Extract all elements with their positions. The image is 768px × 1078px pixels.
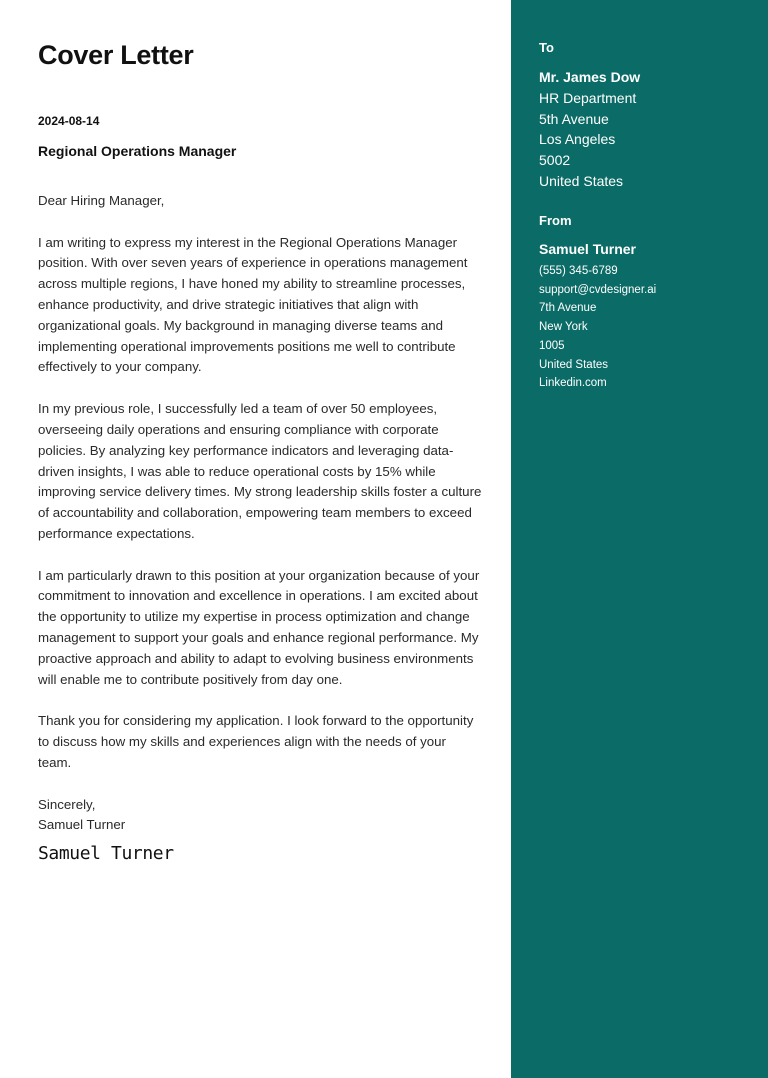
recipient-heading: To <box>539 40 554 55</box>
sender-phone: (555) 345-6789 <box>539 265 618 277</box>
recipient-street: 5th Avenue <box>539 110 609 127</box>
letter-closing <box>38 795 482 837</box>
closing-phrase: Sincerely, <box>38 796 96 812</box>
sender-heading: From <box>539 213 572 228</box>
letter-paragraph-4: Thank you for considering my application. I look forward to the opportunity to discuss how my skills and experiences align with the needs of your team. <box>38 713 474 770</box>
closing-name: Samuel Turner <box>38 817 126 833</box>
recipient-country: United States <box>539 172 624 189</box>
sender-city: New York <box>539 321 588 334</box>
recipient-details <box>539 67 640 192</box>
letter-paragraph-2: In my previous role, I successfully led a team of over 50 employees, overseeing daily operations and ensuring compliance with corporate policies. By analyzing key performance indicators and leveraging data-driven insights, I was able to reduce operational costs by 15% while improving service delivery times. My strong leadership skills foster a culture of accountability and collaboration, empowering team members to exceed performance expectations. <box>38 401 482 541</box>
sender-email: support@cvdesigner.ai <box>539 283 657 296</box>
letter-date: 2024-08-14 <box>38 114 100 128</box>
sender-zip: 1005 <box>539 339 565 352</box>
letter-paragraph-3: I am particularly drawn to this position at your organization because of your commitment to innovation and excellence in operations. I am excited about the opportunity to utilize my expertise in process optimization and change management to support your goals and enhance regional performance. My proactive approach and ability to adapt to evolving business environments will enable me to contribute positively from day one. <box>38 567 480 687</box>
letter-body <box>38 191 482 865</box>
sender-name: Samuel Turner <box>539 241 636 257</box>
handwritten-signature: Samuel Turner <box>38 843 174 865</box>
letter-paragraph-1: I am writing to express my interest in the Regional Operations Manager position. With over seven years of experience in operations management across multiple regions, I have honed my ability to streamline processes, enhance productivity, and drive strategic initiatives that align with organizational goals. My background in managing diverse teams and implementing operational improvements positions me well to contribute effectively to your company. <box>38 234 468 375</box>
sender-country: United States <box>539 358 609 371</box>
sender-website: Linkedin.com <box>539 377 607 390</box>
recipient-city: Los Angeles <box>539 131 616 148</box>
page-title: Cover Letter <box>38 40 194 70</box>
sender-street: 7th Avenue <box>539 302 597 315</box>
recipient-name: Mr. James Dow <box>539 69 641 85</box>
sender-details <box>539 262 656 393</box>
recipient-department: HR Department <box>539 89 637 106</box>
contact-sidebar <box>511 0 768 1078</box>
job-position-title: Regional Operations Manager <box>38 143 237 159</box>
recipient-zip: 5002 <box>539 152 571 169</box>
letter-greeting: Dear Hiring Manager, <box>38 193 165 208</box>
